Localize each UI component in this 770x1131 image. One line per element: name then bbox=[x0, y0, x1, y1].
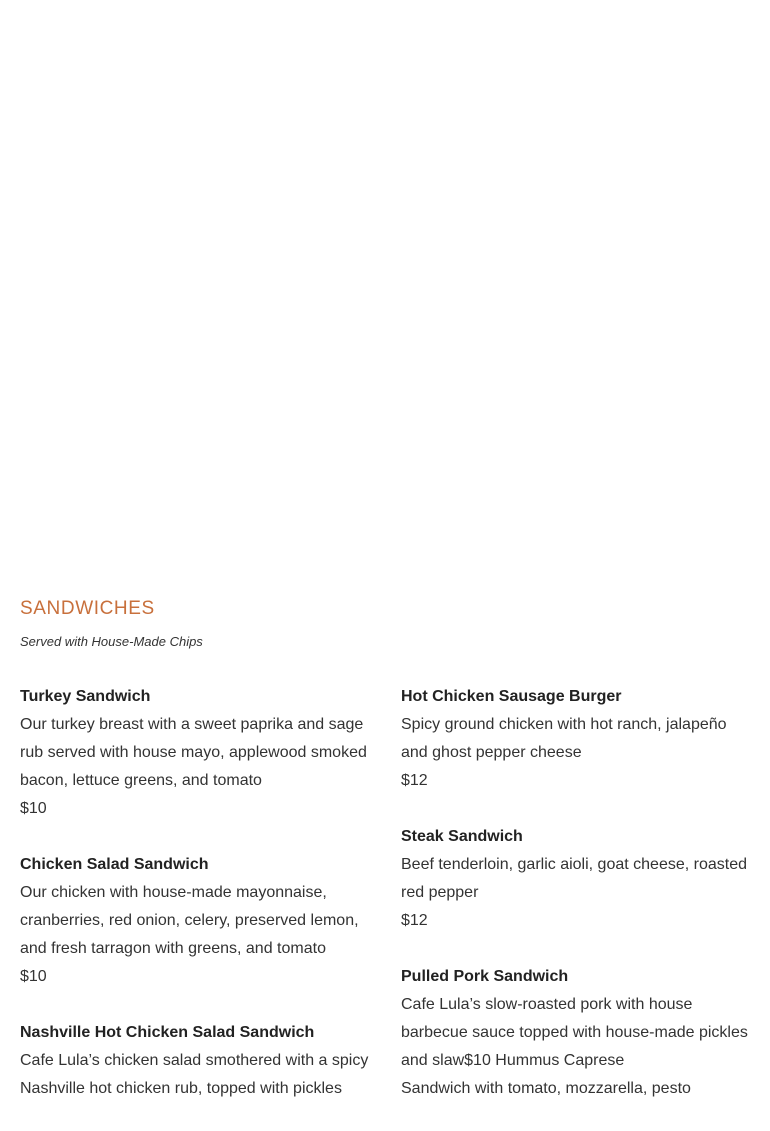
menu-column-left bbox=[20, 683, 380, 1131]
menu-item-price: $12 bbox=[401, 912, 428, 929]
section-title: SANDWICHES bbox=[20, 598, 155, 619]
menu-item-name: Steak Sandwich bbox=[401, 828, 523, 845]
menu-item-price: $12 bbox=[401, 772, 428, 789]
menu-item bbox=[401, 683, 751, 795]
menu-item-description: Our turkey breast with a sweet paprika and sage rub served with house mayo, applewood smoked bacon, lettuce greens, and tomato bbox=[20, 716, 367, 789]
menu-item bbox=[401, 823, 751, 935]
menu-item-description: Our chicken with house-made mayonnaise, cranberries, red onion, celery, preserved lemon, and fresh tarragon with greens, and tomato bbox=[20, 884, 359, 957]
menu-item-trailing-text: Hummus Caprese bbox=[490, 1052, 625, 1069]
menu-item bbox=[20, 1019, 380, 1103]
menu-item-description-line bbox=[401, 991, 751, 1075]
menu-item-trailing-line: Sandwich with tomato, mozzarella, pesto bbox=[401, 1080, 691, 1097]
menu-item bbox=[401, 963, 751, 1103]
menu-item-name: Turkey Sandwich bbox=[20, 688, 151, 705]
menu-item-price: $10 bbox=[20, 968, 47, 985]
menu-item-name: Nashville Hot Chicken Salad Sandwich bbox=[20, 1024, 315, 1041]
section-subtitle: Served with House-Made Chips bbox=[20, 634, 203, 649]
menu-item bbox=[20, 683, 380, 823]
menu-column-right bbox=[401, 683, 751, 1131]
menu-item-name: Hot Chicken Sausage Burger bbox=[401, 688, 622, 705]
menu-item-description: Beef tenderloin, garlic aioli, goat cheese, roasted red pepper bbox=[401, 856, 747, 901]
menu-item bbox=[20, 851, 380, 991]
menu-item-description: Cafe Lula’s chicken salad smothered with a spicy Nashville hot chicken rub, topped with pickles bbox=[20, 1052, 369, 1097]
menu-item-description: Spicy ground chicken with hot ranch, jalapeño and ghost pepper cheese bbox=[401, 716, 727, 761]
menu-item-name: Pulled Pork Sandwich bbox=[401, 968, 569, 985]
menu-item-description: Cafe Lula’s slow-roasted pork with house barbecue sauce topped with house-made pickles and slaw bbox=[401, 996, 748, 1069]
menu-item-price: $10 bbox=[464, 1052, 491, 1069]
menu-item-name: Chicken Salad Sandwich bbox=[20, 856, 209, 873]
menu-item-price: $10 bbox=[20, 800, 47, 817]
